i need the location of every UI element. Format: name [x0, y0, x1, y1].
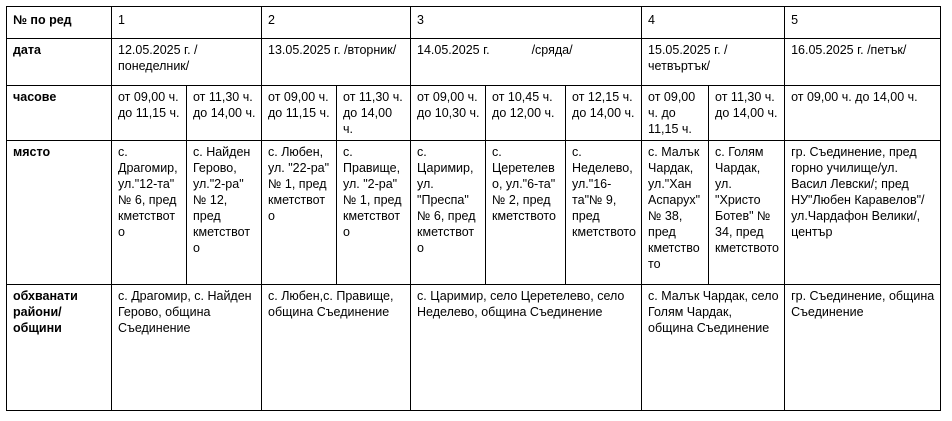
day-4-slot-2-hours: от 11,30 ч. до 14,00 ч.	[709, 86, 785, 141]
day-1-slot-1-hours: от 09,00 ч. до 11,15 ч.	[112, 86, 187, 141]
day-5-slot-1-hours: от 09,00 ч. до 14,00 ч.	[785, 86, 941, 141]
day-2-date: 13.05.2025 г. /вторник/	[262, 39, 411, 86]
day-5-number: 5	[785, 7, 941, 39]
day-1-slot-1-place: с. Драгомир, ул."12-та" № 6, пред кметството	[112, 141, 187, 285]
day-1-slot-2-place: с. Найден Герово, ул."2-ра" № 12, пред кметството	[187, 141, 262, 285]
table-row-hours	[7, 86, 941, 141]
day-2-slot-2-place: с. Правище, ул. "2-ра" № 1, пред кметството	[337, 141, 411, 285]
day-3-slot-1-hours: от 09,00 ч. до 10,30 ч.	[411, 86, 486, 141]
day-2-slot-1-hours: от 09,00 ч. до 11,15 ч.	[262, 86, 337, 141]
table-row-place	[7, 141, 941, 285]
day-3-areas: с. Царимир, село Церетелево, село Неделево, община Съединение	[411, 285, 642, 411]
day-4-slot-1-place: с. Малък Чардак, ул."Хан Аспарух" № 38, пред кметството	[642, 141, 709, 285]
day-5-date: 16.05.2025 г. /петък/	[785, 39, 941, 86]
day-4-date: 15.05.2025 г. /четвъртък/	[642, 39, 785, 86]
day-3-slot-2-hours: от 10,45 ч. до 12,00 ч.	[486, 86, 566, 141]
header-place: място	[7, 141, 112, 285]
schedule-table	[6, 6, 941, 411]
day-3-date-text: 14.05.2025 г.	[417, 43, 490, 57]
day-4-areas: с. Малък Чардак, село Голям Чардак, община Съединение	[642, 285, 785, 411]
day-3-weekday: /сряда/	[531, 43, 573, 57]
day-1-areas: с. Драгомир, с. Найден Герово, община Съединение	[112, 285, 262, 411]
day-3-slot-3-hours: от 12,15 ч. до 14,00 ч.	[566, 86, 642, 141]
header-date: дата	[7, 39, 112, 86]
day-4-slot-1-hours: от 09,00 ч. до 11,15 ч.	[642, 86, 709, 141]
header-number: № по ред	[7, 7, 112, 39]
day-2-slot-1-place: с. Любен, ул. "22-ра" № 1, пред кметството	[262, 141, 337, 285]
day-1-slot-2-hours: от 11,30 ч. до 14,00 ч.	[187, 86, 262, 141]
day-2-number: 2	[262, 7, 411, 39]
day-2-slot-2-hours: от 11,30 ч. до 14,00 ч.	[337, 86, 411, 141]
header-areas: обхванати райони/общини	[7, 285, 112, 411]
day-3-slot-3-place: с. Неделево, ул."16-та"№ 9, пред кметството	[566, 141, 642, 285]
table-row-date	[7, 39, 941, 86]
day-2-areas: с. Любен,с. Правище, община Съединение	[262, 285, 411, 411]
day-5-areas: гр. Съединение, община Съединение	[785, 285, 941, 411]
day-3-number: 3	[411, 7, 642, 39]
day-1-number: 1	[112, 7, 262, 39]
table-row-areas	[7, 285, 941, 411]
day-3-slot-2-place: с. Церетелево, ул."6-та" № 2, пред кметството	[486, 141, 566, 285]
header-hours: часове	[7, 86, 112, 141]
day-3-date	[411, 39, 642, 86]
day-5-slot-1-place: гр. Съединение, пред горно училище/ул. Васил Левски/; пред НУ"Любен Каравелов"/ул.Чардафон Велики/, център	[785, 141, 941, 285]
table-row-number	[7, 7, 941, 39]
day-4-slot-2-place: с. Голям Чардак, ул. "Христо Ботев" № 34, пред кметството	[709, 141, 785, 285]
day-4-number: 4	[642, 7, 785, 39]
day-1-date: 12.05.2025 г. /понеделник/	[112, 39, 262, 86]
day-3-slot-1-place: с. Царимир, ул. "Преспа" № 6, пред кметството	[411, 141, 486, 285]
